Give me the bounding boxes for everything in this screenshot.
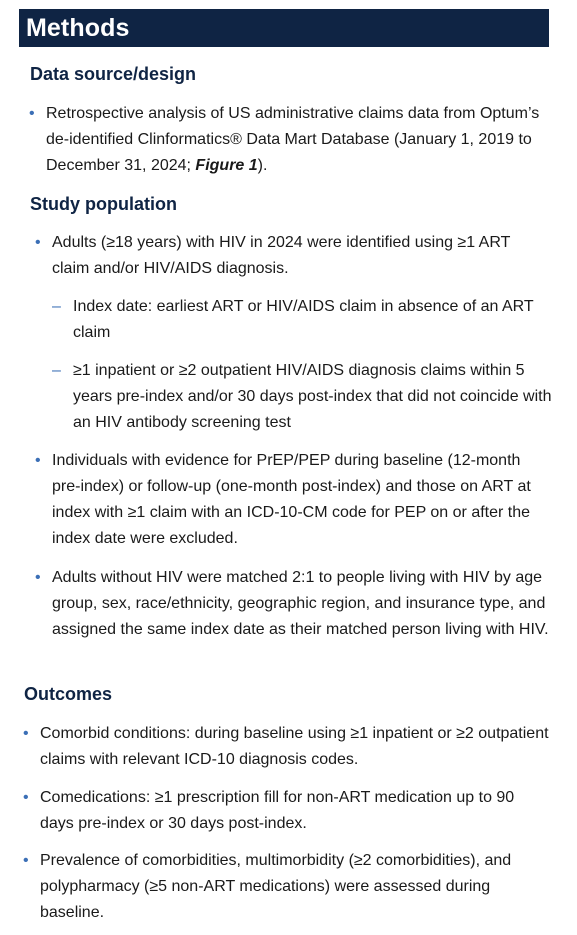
list-item-text: Comorbid conditions: during baseline using ≥1 inpatient or ≥2 outpatient claims with relevant ICD-10 diagnosis codes. bbox=[40, 725, 549, 768]
sub-list-item bbox=[52, 358, 553, 436]
figure-reference: Figure 1 bbox=[195, 157, 258, 174]
list-item-text: Comedications: ≥1 prescription fill for non-ART medication up to 90 days pre-index or 30 days post-index. bbox=[40, 789, 515, 832]
list-item-text: Retrospective analysis of US administrative claims data from Optum’s de-identified Clinformatics® Data Mart Database (January 1, 2019 to December 31, 2024; bbox=[46, 105, 540, 174]
bullet-marker: • bbox=[35, 234, 41, 251]
list-item bbox=[35, 448, 547, 552]
study-population-list-1 bbox=[35, 230, 547, 282]
sub-list-item-text: Index date: earliest ART or HIV/AIDS claim in absence of an ART claim bbox=[73, 298, 534, 341]
list-item bbox=[23, 848, 550, 926]
study-population-list-3 bbox=[35, 565, 551, 643]
outcomes-list-1 bbox=[23, 721, 550, 773]
section-header-bar bbox=[19, 9, 549, 47]
list-item-text-end: ). bbox=[257, 157, 268, 174]
list-item bbox=[23, 721, 550, 773]
list-item bbox=[29, 101, 551, 179]
sub-list-item bbox=[52, 294, 553, 346]
list-item-text: Adults without HIV were matched 2:1 to people living with HIV by age group, sex, race/ethnicity, geographic region, and insurance type, and assigned the same index date as their matched person living with HIV. bbox=[52, 569, 549, 638]
study-population-list-2 bbox=[35, 448, 547, 552]
list-item bbox=[35, 565, 551, 643]
dash-marker: – bbox=[52, 362, 61, 379]
bullet-marker: • bbox=[23, 789, 29, 806]
page-title: Methods bbox=[26, 13, 130, 42]
list-item bbox=[35, 230, 547, 282]
bullet-marker: • bbox=[35, 569, 41, 586]
list-item-text: Individuals with evidence for PrEP/PEP during baseline (12-month pre-index) or follow-up (one-month post-index) and those on ART at index with ≥1 claim with an ICD-10-CM code for PEP on or after the index date were excluded. bbox=[52, 452, 531, 547]
data-source-list bbox=[29, 101, 551, 179]
list-item bbox=[23, 785, 550, 837]
bullet-marker: • bbox=[29, 105, 35, 122]
bullet-marker: • bbox=[35, 452, 41, 469]
bullet-marker: • bbox=[23, 852, 29, 869]
heading-outcomes: Outcomes bbox=[24, 684, 113, 704]
list-item-text: Adults (≥18 years) with HIV in 2024 were identified using ≥1 ART claim and/or HIV/AIDS diagnosis. bbox=[52, 234, 511, 277]
bullet-marker: • bbox=[23, 725, 29, 742]
outcomes-list-3 bbox=[23, 848, 550, 926]
dash-marker: – bbox=[52, 298, 61, 315]
heading-study-population: Study population bbox=[30, 194, 177, 214]
heading-data-source: Data source/design bbox=[30, 64, 197, 84]
list-item-text: Prevalence of comorbidities, multimorbidity (≥2 comorbidities), and polypharmacy (≥5 non-ART medications) were assessed during baseline. bbox=[40, 852, 512, 921]
study-population-sub-list-2 bbox=[52, 358, 553, 436]
sub-list-item-text: ≥1 inpatient or ≥2 outpatient HIV/AIDS diagnosis claims within 5 years pre-index and/or 30 days post-index that did not coincide with an HIV antibody screening test bbox=[73, 362, 552, 431]
outcomes-list-2 bbox=[23, 785, 550, 837]
study-population-sub-list-1 bbox=[52, 294, 553, 346]
